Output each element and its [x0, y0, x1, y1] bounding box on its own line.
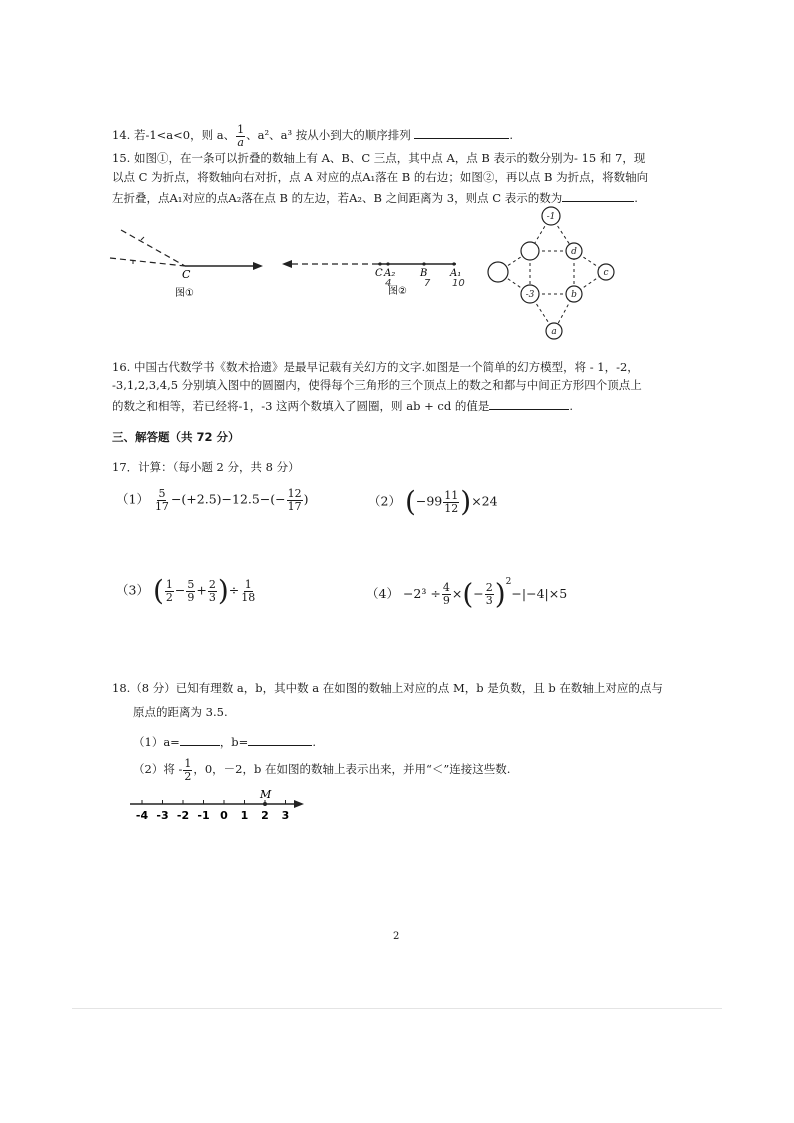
fig2-arrow-head: [282, 260, 292, 268]
q18-number-line: [128, 788, 308, 824]
q18-axis-label: -1: [197, 809, 210, 822]
q17-p2-lparen: (: [404, 485, 416, 518]
q18-p2-pre: （2）将 -: [133, 762, 183, 777]
q17-p4-pre: −2³ ÷: [402, 586, 441, 601]
fig2-label-a2: A₂: [384, 268, 396, 279]
q18-p2-frac-den: 2: [184, 769, 192, 783]
q17-p4-label: （4）: [366, 586, 399, 601]
q17-p1-label: （1）: [116, 491, 149, 507]
q18-part1: [133, 734, 316, 749]
page-number: 2: [393, 931, 400, 942]
q17-p4-f1-num: 4: [442, 581, 450, 595]
q17-p1-mid: −(+2.5)−12.5−(−: [170, 491, 286, 507]
fig2-point-b: [422, 262, 425, 265]
q17-part4: （4） −2³ ÷ $\frac{4}{9}$ ×(− $\frac{2}{3}$ )$^2$−|−4|×5: [366, 577, 568, 611]
q17-p1-frac1: [154, 488, 170, 512]
q17-p3-f1-num: 1: [165, 577, 173, 591]
q17-p3-frac2: [186, 579, 195, 603]
q18-axis-label: 1: [240, 809, 249, 822]
q14-end: .: [509, 128, 514, 143]
q18-p1-end: .: [312, 735, 316, 749]
fig1-tick2: [141, 237, 144, 240]
q18-point-m: [263, 802, 267, 806]
q14-line: [112, 124, 513, 148]
q18-p2-frac: [183, 758, 192, 782]
q18-a-blank[interactable]: [180, 734, 220, 746]
q17-p4-lparen: (: [462, 577, 474, 611]
q17-p3-f1-den: 2: [165, 590, 173, 604]
q18-axis-label: 2: [261, 809, 269, 822]
q17-p4-f2-num: 2: [485, 581, 493, 595]
q17-p2-rparen: ): [460, 485, 472, 518]
q17-p1-end: ): [303, 491, 309, 507]
q17-p3-rparen: ): [217, 574, 229, 607]
q14-frac-num: 1: [237, 123, 245, 136]
q17-p3-f4-den: 18: [241, 590, 256, 604]
q17-p3-frac3: [208, 579, 217, 603]
q17-p3-f3-num: 2: [208, 577, 216, 591]
q17-p2-frac-num: 11: [444, 488, 459, 502]
fig2-label-c: C: [375, 268, 383, 279]
q18-b-blank[interactable]: [248, 734, 312, 746]
q17-p1-frac2: [287, 488, 303, 512]
q17-p3-f3-den: 3: [208, 590, 216, 604]
magic-label-d: d: [571, 247, 577, 257]
magic-label-c: c: [603, 268, 609, 278]
q17-p4-f1-den: 9: [442, 594, 450, 607]
q17-p1-frac2-num: 12: [287, 487, 302, 500]
q17-p3-lparen: (: [152, 574, 164, 607]
q18-p2-post: ，0，－2，b 在如图的数轴上表示出来，并用“＜”连接这些数.: [193, 762, 511, 777]
magic-circle-left: [488, 262, 508, 282]
footer-divider: [72, 1008, 722, 1009]
q15-line3-wrap: 左折叠，点A₁对应的点A₂落在点 B 的左边，若A₂、B 之间距离为 3，则点 C 表示的数为 .: [112, 191, 638, 205]
q18-line2: 原点的距离为 3.5.: [133, 705, 228, 719]
q18-line1: 18.（8 分）已知有理数 a，b，其中数 a 在如图的数轴上对应的点 M，b 是负数，且 b 在数轴上对应的点与: [112, 681, 663, 695]
q17-part2: [368, 485, 498, 518]
q18-axis-arrow: [294, 800, 304, 808]
q15-line3: 左折叠，点A₁对应的点A₂落在点 B 的左边，若A₂、B 之间距离为 3，则点 C 表示的数为: [112, 191, 563, 205]
q18-axis-label: -4: [135, 809, 149, 822]
q18-label-m: M: [260, 788, 272, 801]
q17-p3-f2-num: 5: [187, 577, 195, 591]
q17-p3-frac1: [165, 579, 174, 603]
fig2-point-a2: [386, 262, 389, 265]
q17-p4-mid: ×: [451, 586, 463, 601]
q17-p3-frac4: [240, 579, 256, 603]
q17-p4-f2-den: 3: [485, 594, 493, 607]
q18-axis-label: 0: [220, 809, 228, 822]
q17-p4-square: 2: [505, 577, 512, 587]
q16-line3-wrap: 的数之和相等，若已经将-1，-3 这两个数填入了圆圈，则 ab + cd 的值是 .: [112, 399, 573, 413]
q14-frac-den: a: [237, 135, 244, 149]
q17-p1-frac2-den: 17: [287, 499, 302, 513]
fig2-handwritten-7: 7: [424, 278, 431, 289]
q15-line1: 15. 如图①，在一条可以折叠的数轴上有 A、B、C 三点，其中点 A，点 B 表示的数分别为- 15 和 7，现: [112, 151, 646, 165]
q14-answer-blank[interactable]: [414, 127, 509, 139]
fig2-handwritten-4: 4: [385, 278, 392, 289]
fig2-point-a1: [452, 262, 455, 265]
q17-p3-op2: +: [196, 582, 207, 598]
q16-line1: 16. 中国古代数学书《数术拾遗》是最早记载有关幻方的文字.如图是一个简单的幻方模型，将 - 1，-2，: [112, 360, 639, 374]
magic-label-top: -1: [546, 212, 556, 222]
q18-part2: [133, 758, 510, 782]
q18-p2-frac-num: 1: [184, 757, 192, 770]
q17-p2-frac: [443, 490, 459, 514]
q16-answer-blank[interactable]: [489, 398, 569, 410]
q14-fraction: [236, 124, 245, 148]
q18-p1-b: ，b=: [219, 735, 249, 749]
q17-p3-op1: −: [174, 582, 186, 598]
q17-p2-end: ×24: [471, 493, 498, 509]
fig2-label-b: B: [420, 268, 428, 279]
q17-p1-frac1-den: 17: [154, 499, 169, 513]
q17-p1-frac1-num: 5: [158, 487, 166, 500]
q17-part1: [116, 488, 309, 512]
q17-title: 17．计算：（每小题 2 分，共 8 分）: [112, 460, 300, 474]
figure-1: [105, 220, 275, 300]
q17-p3-op3: ÷: [228, 582, 240, 598]
q17-p4-end: −|−4|×5: [511, 586, 568, 601]
q15-line2: 以点 C 为折点，将数轴向右对折，点 A 对应的点A₁落在 B 的右边；如图②，再以点 B 为折点，将数轴向: [112, 170, 649, 184]
fig1-arrow-head: [253, 262, 263, 270]
q17-p3-f2-den: 9: [187, 590, 195, 604]
fig2-handwritten-10: 10: [452, 278, 465, 289]
magic-label-sq-bl: -3: [525, 290, 535, 300]
q18-axis-label: -2: [176, 809, 190, 822]
magic-square-figure: [480, 198, 630, 348]
fig1-caption: 图①: [175, 288, 194, 299]
q14-text-a: 若-1<a<0，则 a、: [133, 128, 236, 143]
figure-2: [278, 240, 478, 300]
q14-number: 14.: [112, 128, 131, 143]
q17-p2-label: （2）: [368, 493, 401, 509]
magic-circle-sq-tl: [521, 242, 539, 260]
q16-line2: -3,1,2,3,4,5 分别填入图中的圆圈内，使得每个三角形的三个顶点上的数之和都与中间正方形四个顶点上: [112, 378, 642, 392]
fig2-label-a1: A₁: [450, 268, 462, 279]
q17-p4-frac2: [485, 582, 494, 606]
q17-p3-label: （3）: [116, 582, 149, 598]
q17-part3: [116, 574, 257, 607]
q18-p1-label: （1）a=: [133, 735, 180, 749]
fig1-label-c: C: [182, 268, 191, 281]
section3-title: 三、解答题（共 72 分）: [112, 430, 240, 444]
q17-p4-rparen: ): [494, 577, 506, 611]
q17-p4-frac1: [442, 582, 451, 606]
magic-label-b: b: [571, 290, 577, 300]
q17-p2-pre: −99: [415, 493, 443, 509]
q17-p3-f4-num: 1: [244, 577, 252, 591]
fig2-caption: 图②: [388, 286, 407, 297]
q17-p2-frac-den: 12: [444, 501, 459, 515]
q18-axis-label: -3: [156, 809, 169, 822]
q18-axis-label: 3: [281, 809, 290, 822]
q14-text-b: 、a²、a³ 按从小到大的顺序排列: [246, 128, 411, 143]
magic-label-a: a: [551, 327, 557, 337]
q16-line3: 的数之和相等，若已经将-1，-3 这两个数填入了圆圈，则 ab + cd 的值是: [112, 399, 490, 413]
fig2-point-c: [378, 262, 381, 265]
